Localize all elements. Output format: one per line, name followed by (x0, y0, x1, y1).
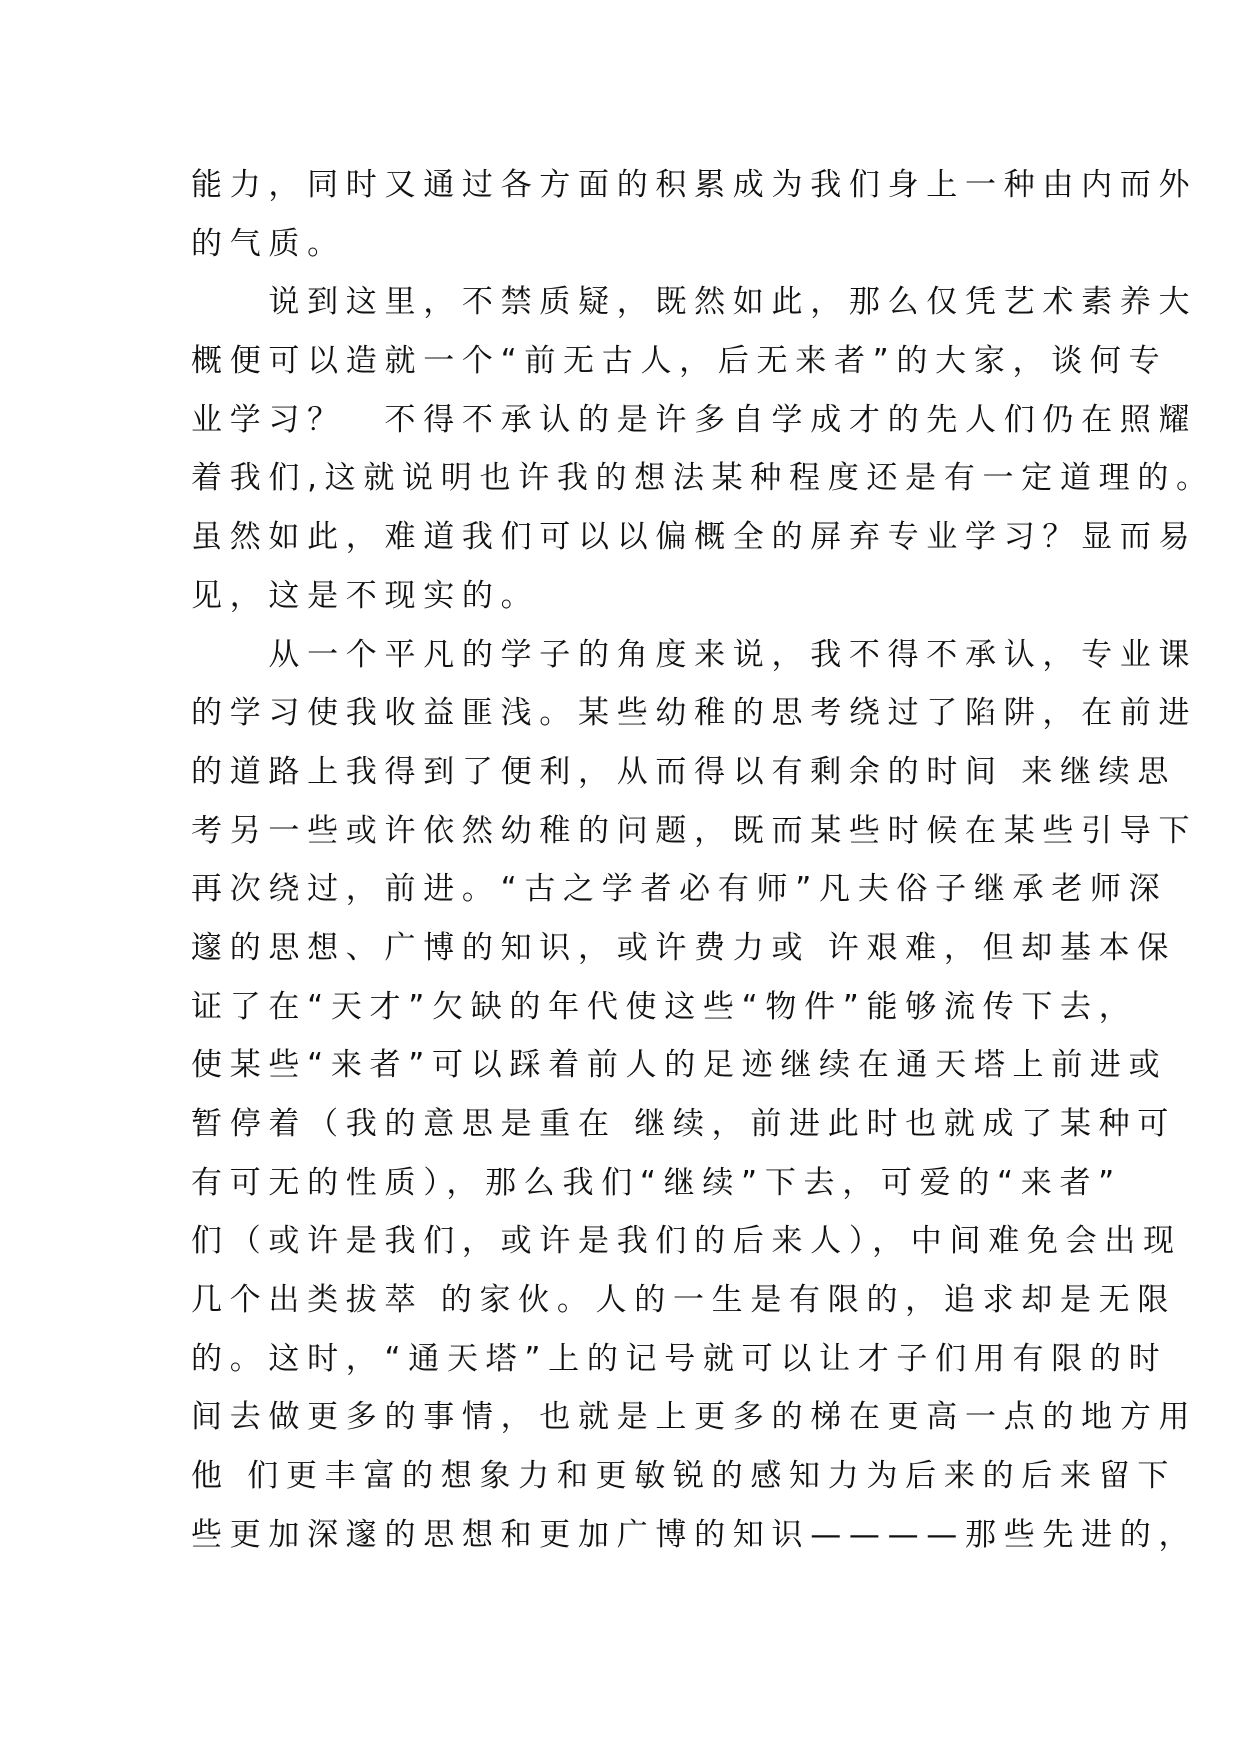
text-line: 使某些“来者”可以踩着前人的足迹继续在通天塔上前进或 (191, 1047, 1168, 1084)
text-line: 几个出类拔萃 的家伙。人的一生是有限的，追求却是无限 (191, 1282, 1177, 1319)
text-line: 的气质。 (191, 225, 346, 262)
text-line: 们（或许是我们，或许是我们的后来人），中间难免会出现 (191, 1223, 1182, 1260)
text-line: 能力，同时又通过各方面的积累成为我们身上一种由内而外 (191, 167, 1198, 203)
text-line: 再次绕过，前进。“古之学者必有师”凡夫俗子继承老师深 (191, 871, 1168, 908)
text-line: 考另一些或许依然幼稚的问题，既而某些时候在某些引导下 (191, 812, 1198, 849)
text-line: 间去做更多的事情，也就是上更多的梯在更高一点的地方用 (191, 1399, 1198, 1436)
text-line: 概便可以造就一个“前无古人，后无来者”的大家，谈何专 (191, 343, 1168, 380)
text-line: 有可无的性质），那么我们“继续”下去，可爱的“来者” (191, 1164, 1122, 1201)
text-line: 他 们更丰富的想象力和更敏锐的感知力为后来的后来留下 (191, 1458, 1177, 1495)
text-line: 的道路上我得到了便利，从而得以有剩余的时间 来继续思 (191, 753, 1177, 790)
body-text (191, 156, 1215, 1565)
text-line: 些更加深邃的思想和更加广博的知识————那些先进的， (191, 1516, 1198, 1553)
text-line: 证了在“天才”欠缺的年代使这些“物件”能够流传下去， (191, 988, 1138, 1025)
text-line: 见，这是不现实的。 (191, 577, 540, 614)
text-line: 业学习？ 不得不承认的是许多自学成才的先人们仍在照耀 (191, 401, 1198, 438)
text-line: 暂停着（我的意思是重在 继续，前进此时也就成了某种可 (191, 1106, 1177, 1142)
text-line: 邃的思想、广博的知识，或许费力或 许艰难，但却基本保 (191, 929, 1177, 966)
text-line: 虽然如此，难道我们可以以偏概全的屏弃专业学习？显而易 (191, 519, 1198, 556)
text-line: 说到这里，不禁质疑，既然如此，那么仅凭艺术素养大 (191, 284, 1198, 321)
text-line: 从一个平凡的学子的角度来说，我不得不承认，专业课 (191, 636, 1198, 673)
text-line: 的。这时，“通天塔”上的记号就可以让才子们用有限的时 (191, 1340, 1168, 1377)
text-line: 的学习使我收益匪浅。某些幼稚的思考绕过了陷阱，在前进 (191, 695, 1198, 732)
text-line: 着我们,这就说明也许我的想法某种程度还是有一定道理的。 (191, 460, 1215, 497)
